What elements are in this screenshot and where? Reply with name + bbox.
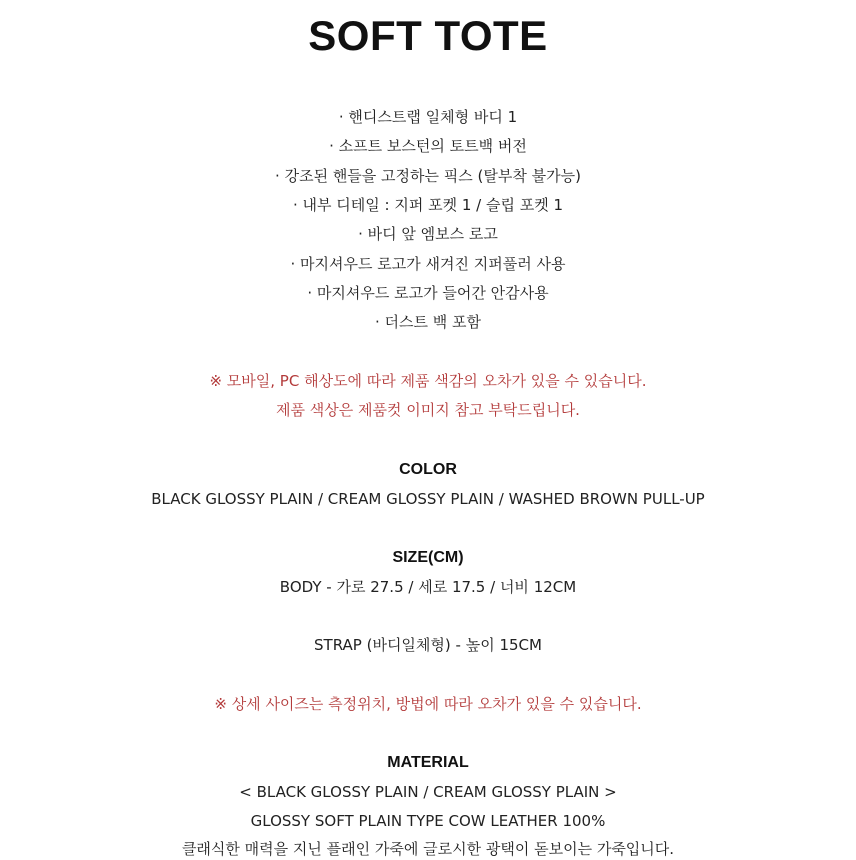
material-heading: MATERIAL (387, 754, 469, 771)
color-notice-line: 제품 색상은 제품컷 이미지 참고 부탁드립니다. (276, 401, 580, 419)
size-strap: STRAP (바디일체형) - 높이 15CM (314, 636, 542, 654)
feature-item: · 소프트 보스턴의 토트백 버전 (329, 137, 527, 155)
product-title: SOFT TOTE (308, 12, 548, 59)
material-variant: < BLACK GLOSSY PLAIN / CREAM GLOSSY PLAIN > (239, 783, 617, 801)
size-body: BODY - 가로 27.5 / 세로 17.5 / 너비 12CM (279, 578, 577, 596)
feature-item: · 바디 앞 엠보스 로고 (358, 225, 498, 243)
feature-item: · 핸디스트랩 일체형 바디 1 (338, 108, 518, 126)
color-heading: COLOR (399, 461, 457, 478)
feature-item: · 마지셔우드 로고가 들어간 안감사용 (307, 284, 549, 302)
color-value: BLACK GLOSSY PLAIN / CREAM GLOSSY PLAIN / WASHED BROWN PULL-UP (151, 490, 705, 508)
size-heading: SIZE(CM) (392, 549, 464, 566)
feature-item: · 내부 디테일 : 지퍼 포켓 1 / 슬립 포켓 1 (292, 196, 563, 214)
size-notice: ※ 상세 사이즈는 측정위치, 방법에 따라 오차가 있을 수 있습니다. (214, 695, 642, 713)
material-description: 클래식한 매력을 지닌 플래인 가죽에 글로시한 광택이 돋보이는 가죽입니다. (181, 840, 675, 858)
color-notice-line: ※ 모바일, PC 해상도에 따라 제품 색감의 오차가 있을 수 있습니다. (209, 372, 647, 390)
feature-item: · 강조된 핸들을 고정하는 픽스 (탈부착 불가능) (275, 167, 581, 185)
material-leather: GLOSSY SOFT PLAIN TYPE COW LEATHER 100% (250, 812, 606, 830)
feature-item: · 더스트 백 포함 (374, 313, 481, 331)
feature-item: · 마지셔우드 로고가 새겨진 지퍼풀러 사용 (290, 255, 566, 273)
